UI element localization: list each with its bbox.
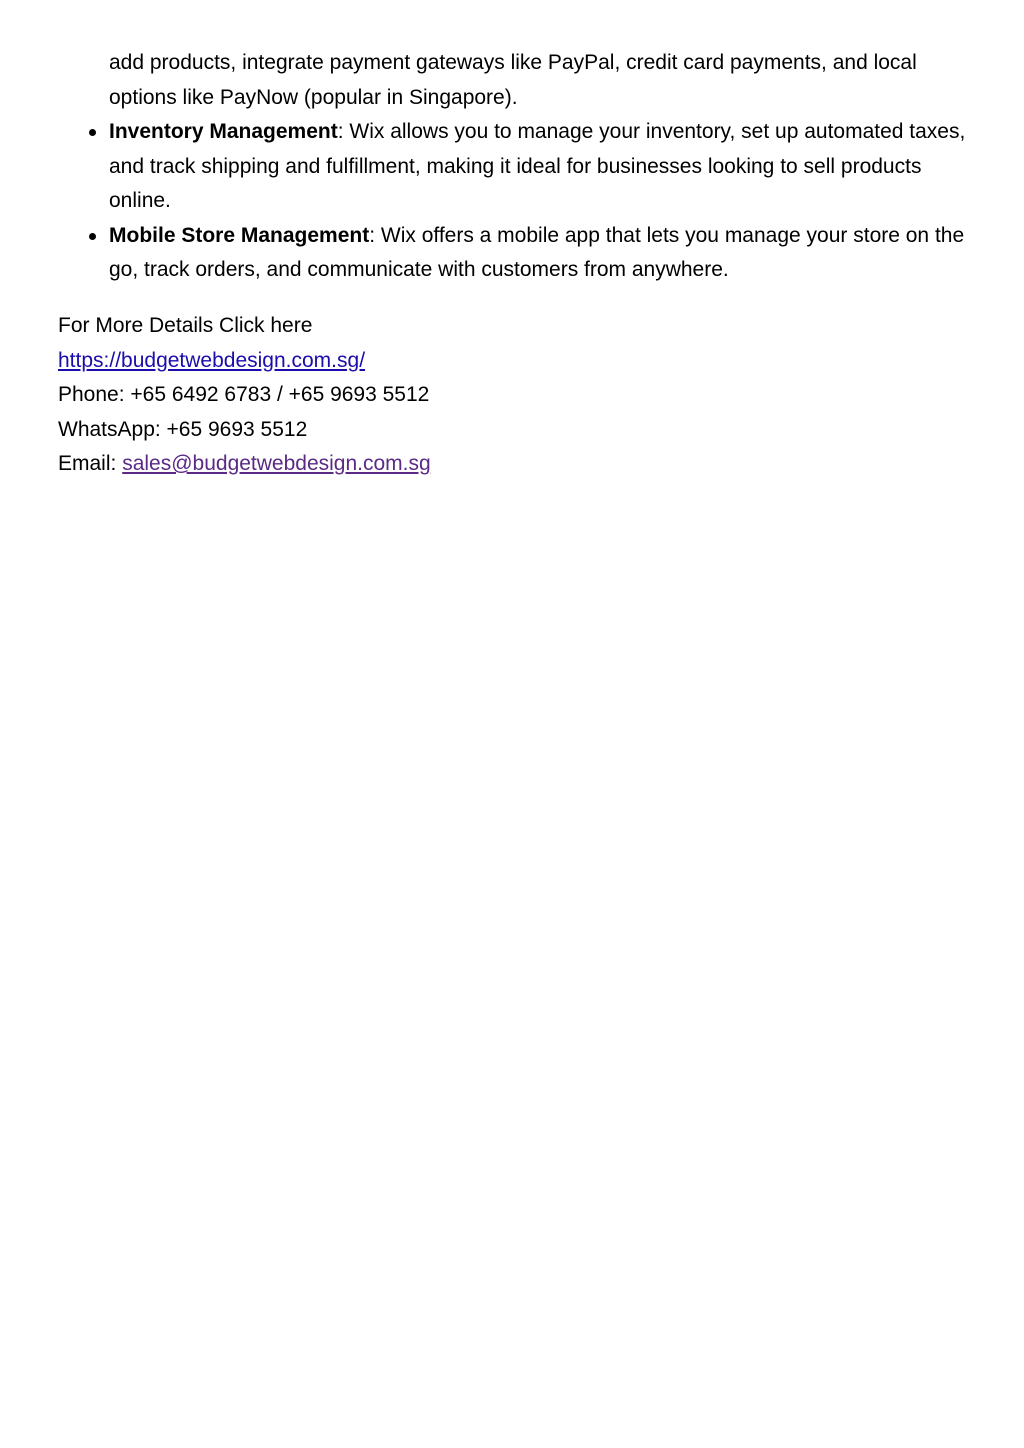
phone-text: Phone: +65 6492 6783 / +65 9693 5512	[58, 383, 430, 406]
list-item-text: : Wix offers a mobile app that lets you manage your store on the go, track orders, and communicate with customers from anywhere.	[109, 223, 965, 281]
list-item-inventory-management	[109, 115, 979, 219]
list-item-term: Mobile Store Management	[109, 223, 370, 247]
list-item-mobile-store-management	[109, 219, 979, 288]
bullet-icon	[89, 129, 96, 136]
email-label: Email:	[58, 452, 123, 475]
list-item-text: : Wix allows you to manage your inventory, set up automated taxes, and track shipping and fulfillment, making it ideal for businesses looking to sell products online.	[109, 120, 966, 212]
continued-paragraph: add products, integrate payment gateways like PayPal, credit card payments, and local options like PayNow (popular in Singapore).	[109, 51, 917, 109]
email-line	[58, 447, 958, 482]
contact-heading: For More Details Click here	[58, 314, 313, 337]
email-link[interactable]: sales@budgetwebdesign.com.sg	[122, 452, 431, 475]
whatsapp-text: WhatsApp: +65 9693 5512	[58, 417, 308, 441]
website-link[interactable]: https://budgetwebdesign.com.sg/	[58, 348, 366, 372]
bullet-icon	[89, 233, 96, 240]
feature-list	[109, 115, 979, 288]
contact-block	[58, 309, 958, 482]
list-item-term: Inventory Management	[109, 120, 338, 143]
